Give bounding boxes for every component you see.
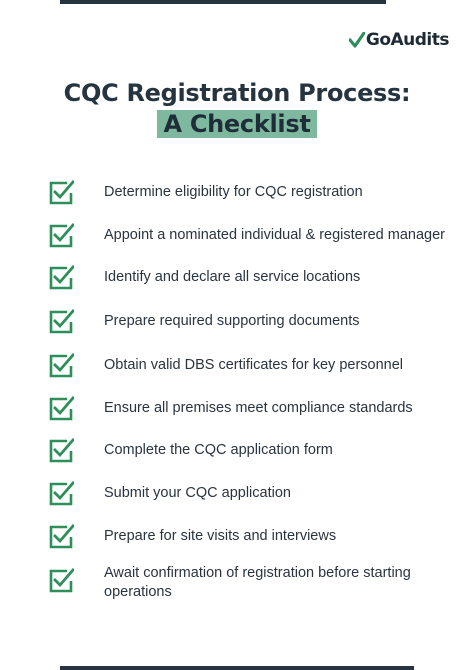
checkbox-checked-icon	[48, 309, 74, 335]
checkbox-checked-icon	[48, 481, 74, 507]
checkbox-checked-icon	[48, 353, 74, 379]
checkbox-checked-icon	[48, 524, 74, 550]
checklist-item-label: Obtain valid DBS certificates for key personnel	[104, 357, 403, 373]
checklist-item-label: Await confirmation of registration before starting operations	[104, 565, 411, 600]
title-line-1: CQC Registration Process:	[63, 79, 411, 107]
checkbox-checked-icon	[48, 265, 74, 291]
checklist-item-label: Appoint a nominated individual & registered manager	[104, 227, 445, 243]
checkbox-checked-icon	[48, 568, 74, 594]
title-highlight: A Checklist	[157, 110, 316, 138]
checkbox-checked-icon	[48, 223, 74, 249]
checkbox-checked-icon	[48, 438, 74, 464]
checklist-item-label: Prepare for site visits and interviews	[104, 528, 337, 544]
logo-text: GoAudits	[365, 30, 449, 50]
bottom-decorative-bar	[60, 666, 414, 670]
checklist-item-label: Ensure all premises meet compliance standards	[104, 400, 413, 416]
checkbox-checked-icon	[48, 396, 74, 422]
checklist-item-label: Submit your CQC application	[104, 485, 291, 501]
checklist-item-label: Determine eligibility for CQC registration	[104, 184, 363, 200]
checkbox-checked-icon	[48, 180, 74, 206]
checklist-item-label: Complete the CQC application form	[104, 442, 333, 458]
checklist-item-label: Identify and declare all service locations	[104, 269, 361, 285]
checklist-item-label: Prepare required supporting documents	[104, 313, 360, 329]
